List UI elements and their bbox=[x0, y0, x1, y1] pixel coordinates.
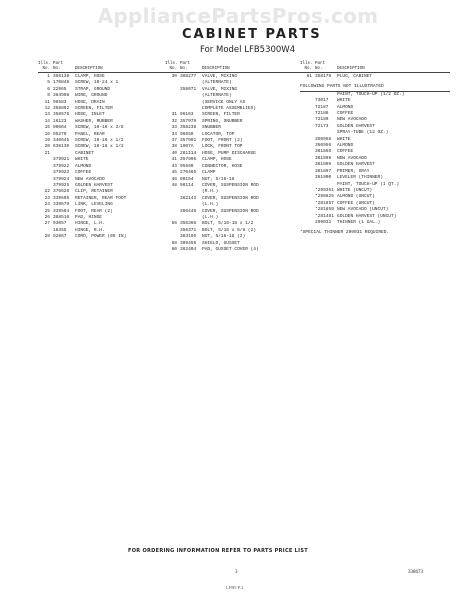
part-desc: NEW AVOCADO bbox=[337, 117, 367, 123]
part-desc: SPRING, SNUBBER bbox=[202, 118, 243, 124]
part-desc: LINK, LEVELING bbox=[75, 202, 113, 208]
ills-no: 6 bbox=[47, 86, 50, 92]
part-desc: WHITE bbox=[337, 136, 351, 142]
part-no: 356368 bbox=[180, 221, 197, 227]
part-no: 90154 bbox=[180, 176, 194, 182]
part-no: 96659 bbox=[180, 131, 194, 137]
part-desc: PANEL, REAR bbox=[75, 131, 105, 137]
ills-no: 15 bbox=[44, 125, 50, 131]
part-desc: (L.H.) bbox=[202, 202, 219, 208]
part-no: *298825 bbox=[315, 194, 334, 200]
header-ills: Ills. bbox=[165, 62, 178, 66]
ills-no: 11 bbox=[44, 99, 50, 105]
part-no: 362404 bbox=[180, 246, 197, 252]
parts-row bbox=[165, 247, 300, 253]
part-no: 96114 bbox=[180, 182, 194, 188]
ills-no: 30 bbox=[171, 74, 177, 79]
ills-no: 34 bbox=[171, 131, 177, 137]
document-code: 338673 bbox=[408, 570, 423, 575]
ills-no: 40 bbox=[171, 150, 177, 156]
ills-no: 45 bbox=[171, 170, 177, 176]
part-no: 389456 bbox=[180, 240, 197, 246]
part-no: 72173 bbox=[315, 123, 329, 129]
part-desc: ALMOND (UNCUT) bbox=[337, 194, 375, 200]
part-no: 340645 bbox=[53, 138, 70, 144]
part-desc: HINGE, R.H. bbox=[75, 227, 105, 233]
header-part: Part bbox=[53, 62, 64, 66]
part-no: 72187 bbox=[315, 104, 329, 110]
part-desc: COFFEE bbox=[337, 149, 354, 155]
part-desc: WIRE, GROUND bbox=[75, 93, 108, 99]
header-ills: Ills. bbox=[38, 62, 51, 66]
ills-no: 8 bbox=[47, 93, 50, 99]
parts-row bbox=[38, 234, 166, 240]
part-no: 379923 bbox=[53, 170, 70, 176]
column-header bbox=[38, 62, 166, 73]
part-no: 339595 bbox=[53, 195, 70, 201]
header-ills: Ills. bbox=[300, 62, 313, 66]
part-no: 362143 bbox=[180, 195, 197, 201]
part-desc: COVER, SUSPENSION ROD bbox=[202, 208, 259, 214]
part-desc: COVER, SUSPENSION ROD bbox=[202, 182, 259, 188]
part-desc: PLUG, CABINET bbox=[337, 74, 373, 79]
part-desc: SCREW, 10-24 x 1 bbox=[75, 80, 119, 86]
part-desc: CABINET bbox=[75, 150, 94, 156]
page-subtitle: For Model LFB5300W4 bbox=[200, 45, 296, 55]
header-part-no: No. bbox=[180, 67, 188, 71]
ills-no: 43 bbox=[171, 163, 177, 169]
part-no: 358179 bbox=[315, 74, 332, 79]
part-no: 90664 bbox=[53, 125, 67, 131]
header-part-no: No. bbox=[53, 67, 61, 71]
part-desc: (R.H.) bbox=[202, 189, 219, 195]
ills-no: 25 bbox=[44, 208, 50, 214]
part-desc: CORD, POWER (69 IN) bbox=[75, 234, 127, 240]
parts-column-3 bbox=[300, 62, 450, 237]
part-desc: FOOT, FRONT (2) bbox=[202, 138, 243, 144]
ills-no: 27 bbox=[44, 221, 50, 227]
ills-no: 48 bbox=[171, 182, 177, 188]
part-desc: WHITE bbox=[75, 157, 89, 163]
column-header bbox=[165, 62, 300, 73]
part-desc: ALMOND bbox=[337, 104, 354, 110]
part-desc: VALVE, MIXING bbox=[202, 86, 238, 92]
ills-no: 56 bbox=[171, 221, 177, 227]
ills-no: 24 bbox=[44, 202, 50, 208]
part-no: 339579 bbox=[53, 202, 70, 208]
ills-no: 14 bbox=[44, 118, 50, 124]
part-no: 72189 bbox=[315, 117, 329, 123]
part-no: 356371 bbox=[180, 227, 197, 233]
part-desc: CLIP, RETAINER bbox=[75, 189, 113, 195]
part-no: 22965 bbox=[53, 86, 67, 92]
part-no: 357991 bbox=[180, 138, 197, 144]
part-no: 281114 bbox=[180, 150, 197, 156]
part-desc: NEW AVOCADO bbox=[337, 155, 367, 161]
ills-no: 19 bbox=[44, 138, 50, 144]
part-no: 339594 bbox=[53, 208, 70, 214]
part-desc: GOLDEN HARVEST bbox=[337, 162, 375, 168]
part-no: 379921 bbox=[53, 157, 70, 163]
part-no: 356138 bbox=[53, 74, 70, 79]
part-no: *281859 bbox=[315, 207, 334, 213]
part-desc: PRIMER, GRAY bbox=[337, 168, 370, 174]
header-part: Part bbox=[180, 62, 191, 66]
part-no: 357996 bbox=[180, 157, 197, 163]
part-desc: COMPLETE ASSEMBLIES) bbox=[202, 106, 257, 112]
part-no: 358892 bbox=[53, 106, 70, 112]
part-no: 72188 bbox=[315, 111, 329, 117]
ills-no: 60 bbox=[171, 246, 177, 252]
part-desc: FOOT, REAR (2) bbox=[75, 208, 113, 214]
part-desc: (L.H.) bbox=[202, 214, 219, 220]
part-desc: SHIELD, GUSSET bbox=[202, 240, 240, 246]
part-no: 170848 bbox=[53, 80, 70, 86]
part-no: 96583 bbox=[53, 99, 67, 105]
part-no: 384998 bbox=[53, 93, 70, 99]
part-desc: GOLDEN HARVEST bbox=[337, 123, 375, 129]
ills-no: 58 bbox=[171, 240, 177, 246]
part-desc: COVER, SUSPENSION ROD bbox=[202, 195, 259, 201]
part-desc: (ALTERNATE) bbox=[202, 80, 232, 86]
part-desc: WHITE bbox=[337, 98, 351, 104]
part-desc: SCREW, 10-16 x 3/8 bbox=[75, 125, 124, 131]
part-no: 358238 bbox=[180, 125, 197, 131]
header-no: No. bbox=[304, 67, 312, 71]
ills-no: 37 bbox=[171, 138, 177, 144]
ills-no: 5 bbox=[47, 80, 50, 86]
ills-no: 61 bbox=[306, 74, 312, 79]
part-desc: WASHER, RUBBER bbox=[75, 118, 113, 124]
part-desc: LEVELER (THINNER) bbox=[337, 175, 383, 181]
part-desc: SPRAY-TUBE (12 OZ.) bbox=[337, 130, 389, 136]
header-part: Part bbox=[315, 62, 326, 66]
parts-row bbox=[300, 74, 450, 80]
ills-no: 38 bbox=[171, 144, 177, 150]
part-desc: (ALTERNATE) bbox=[202, 93, 232, 99]
part-desc: SCREW, 10-16 x 1/2 bbox=[75, 144, 124, 150]
part-no: 379924 bbox=[53, 176, 70, 182]
part-desc: HOSE, INLET bbox=[75, 112, 105, 118]
ills-no: 16 bbox=[44, 131, 50, 137]
part-desc: COFFEE bbox=[337, 111, 354, 117]
part-desc: LOCATOR, TOP bbox=[202, 131, 235, 137]
part-no: 386448 bbox=[180, 208, 197, 214]
ills-no: 26 bbox=[44, 214, 50, 220]
part-desc: ALMOND bbox=[75, 163, 92, 169]
part-no: 73017 bbox=[315, 98, 329, 104]
part-desc: NEW AVOCADO (UNCUT) bbox=[337, 207, 389, 213]
ills-no: 13 bbox=[44, 112, 50, 118]
parts-column-2 bbox=[165, 62, 300, 253]
part-no: 388277 bbox=[180, 74, 197, 79]
part-no: *281857 bbox=[315, 200, 334, 206]
header-part-no: No. bbox=[315, 67, 323, 71]
ills-no: 33 bbox=[171, 125, 177, 131]
part-no: 95279 bbox=[53, 131, 67, 137]
part-desc: NUT, 5/16-18 (2) bbox=[202, 234, 246, 240]
ills-no: 41 bbox=[171, 157, 177, 163]
part-no: 18355 bbox=[53, 227, 67, 233]
part-desc: SNUBBER bbox=[202, 125, 221, 131]
part-no: 350958 bbox=[315, 136, 332, 142]
part-no: *299351 bbox=[315, 187, 334, 193]
header-no: No. bbox=[42, 67, 50, 71]
part-desc: ALMOND bbox=[337, 143, 354, 149]
part-desc: PAD, GUSSET COVER (4) bbox=[202, 246, 259, 252]
parts-column-1 bbox=[38, 62, 166, 241]
ordering-info: FOR ORDERING INFORMATION REFER TO PARTS PRICE LIST bbox=[128, 548, 308, 554]
part-desc: WHITE (UNCUT) bbox=[337, 187, 373, 193]
watermark: AppliancePartsPros.com bbox=[97, 4, 379, 28]
part-no: 361897 bbox=[315, 168, 332, 174]
part-no: 350956 bbox=[315, 143, 332, 149]
part-desc: THINNER (1 GAL.) bbox=[337, 219, 381, 225]
header-desc: DESCRIPTION bbox=[337, 67, 365, 71]
part-desc: CLAMP, HOSE bbox=[202, 157, 232, 163]
parts-row bbox=[300, 220, 450, 226]
part-no: 93057 bbox=[53, 221, 67, 227]
part-desc: CLAMP bbox=[202, 170, 216, 176]
part-desc: SCREW, 10-16 x 1/2 bbox=[75, 138, 124, 144]
part-desc: COFFEE (UNCUT) bbox=[337, 200, 375, 206]
part-desc: SCREEN, FILTER bbox=[75, 106, 113, 112]
part-no: 361899 bbox=[315, 162, 332, 168]
part-no: 357979 bbox=[180, 118, 197, 124]
column-header bbox=[300, 62, 450, 73]
part-desc: CONNECTOR, HOSE bbox=[202, 163, 243, 169]
parts-list-2 bbox=[165, 74, 300, 253]
ills-no: 22 bbox=[44, 189, 50, 195]
part-no: 358071 bbox=[180, 86, 197, 92]
part-desc: BOLT, 5/16 x 5/8 (2) bbox=[202, 227, 257, 233]
header-desc: DESCRIPTION bbox=[202, 67, 230, 71]
part-no: 16123 bbox=[53, 118, 67, 124]
part-desc: PAINT, TOUCH-UP (1/2 OZ.) bbox=[337, 91, 405, 97]
thinner-note: *SPECIAL THINNER 299031 REQUIRED. bbox=[300, 230, 390, 236]
part-desc: COFFEE bbox=[75, 170, 92, 176]
ills-no: 1 bbox=[47, 74, 50, 79]
ills-no: 46 bbox=[171, 176, 177, 182]
parts-list-3 bbox=[300, 92, 450, 227]
part-desc: GOLDEN HARVEST bbox=[75, 182, 113, 188]
part-no: 299031 bbox=[315, 219, 332, 225]
page-title: CABINET PARTS bbox=[182, 27, 322, 42]
part-desc: BOLT, 5/16-18 x 1/2 bbox=[202, 221, 254, 227]
part-no: 638130 bbox=[53, 144, 70, 150]
part-no: 358576 bbox=[53, 112, 70, 118]
part-no: 361898 bbox=[315, 155, 332, 161]
page-number: 3 bbox=[235, 570, 238, 575]
part-desc: GOLDEN HARVEST (UNCUT) bbox=[337, 213, 397, 219]
part-no: 1907A bbox=[180, 144, 194, 150]
ills-no: 28 bbox=[44, 234, 50, 240]
part-desc: HOSE, PUMP DISCHARGE bbox=[202, 150, 257, 156]
part-no: 92867 bbox=[53, 234, 67, 240]
scan-mark: LFB5 P 2 bbox=[226, 585, 244, 590]
ills-no: 32 bbox=[171, 118, 177, 124]
part-no: 361856 bbox=[315, 149, 332, 155]
part-no: 379925 bbox=[53, 182, 70, 188]
not-illustrated-heading: FOLLOWING PARTS NOT ILLUSTRATED bbox=[300, 84, 450, 91]
part-no: 96163 bbox=[180, 112, 194, 118]
part-desc: HOSE, DRAIN bbox=[75, 99, 105, 105]
ills-no: 20 bbox=[44, 144, 50, 150]
part-no: 379922 bbox=[53, 163, 70, 169]
part-no: 388510 bbox=[53, 214, 70, 220]
ills-no: 31 bbox=[171, 112, 177, 118]
part-desc: SCREEN, FILTER bbox=[202, 112, 240, 118]
part-desc: VALVE, MIXING bbox=[202, 74, 238, 79]
part-no: 361900 bbox=[315, 175, 332, 181]
part-no: 383195 bbox=[180, 234, 197, 240]
header-desc: DESCRIPTION bbox=[75, 67, 103, 71]
part-no: 95590 bbox=[180, 163, 194, 169]
part-desc: NUT, 5/16-18 bbox=[202, 176, 235, 182]
parts-list-1 bbox=[38, 74, 166, 241]
part-desc: (SERVICE ONLY AS bbox=[202, 99, 246, 105]
part-desc: CLAMP, HOSE bbox=[75, 74, 105, 79]
part-desc: HINGE, L.H. bbox=[75, 221, 105, 227]
part-desc: NEW AVOCADO bbox=[75, 176, 105, 182]
part-no: *281481 bbox=[315, 213, 334, 219]
part-desc: RETAINER, REAR FOOT bbox=[75, 195, 127, 201]
part-desc: LOCK, FRONT TOP bbox=[202, 144, 243, 150]
part-desc: PAINT, TOUCH-UP (1 QT.) bbox=[337, 181, 400, 187]
ills-no: 21 bbox=[44, 150, 50, 156]
ills-no bbox=[300, 220, 315, 226]
ills-no: 23 bbox=[44, 195, 50, 201]
ills-no: 12 bbox=[44, 106, 50, 112]
part-no: 376626 bbox=[53, 189, 70, 195]
header-no: No. bbox=[169, 67, 177, 71]
part-desc: STRAP, GROUND bbox=[75, 86, 111, 92]
part-no: 270465 bbox=[180, 170, 197, 176]
part-desc: PAD, HINGE bbox=[75, 214, 103, 220]
